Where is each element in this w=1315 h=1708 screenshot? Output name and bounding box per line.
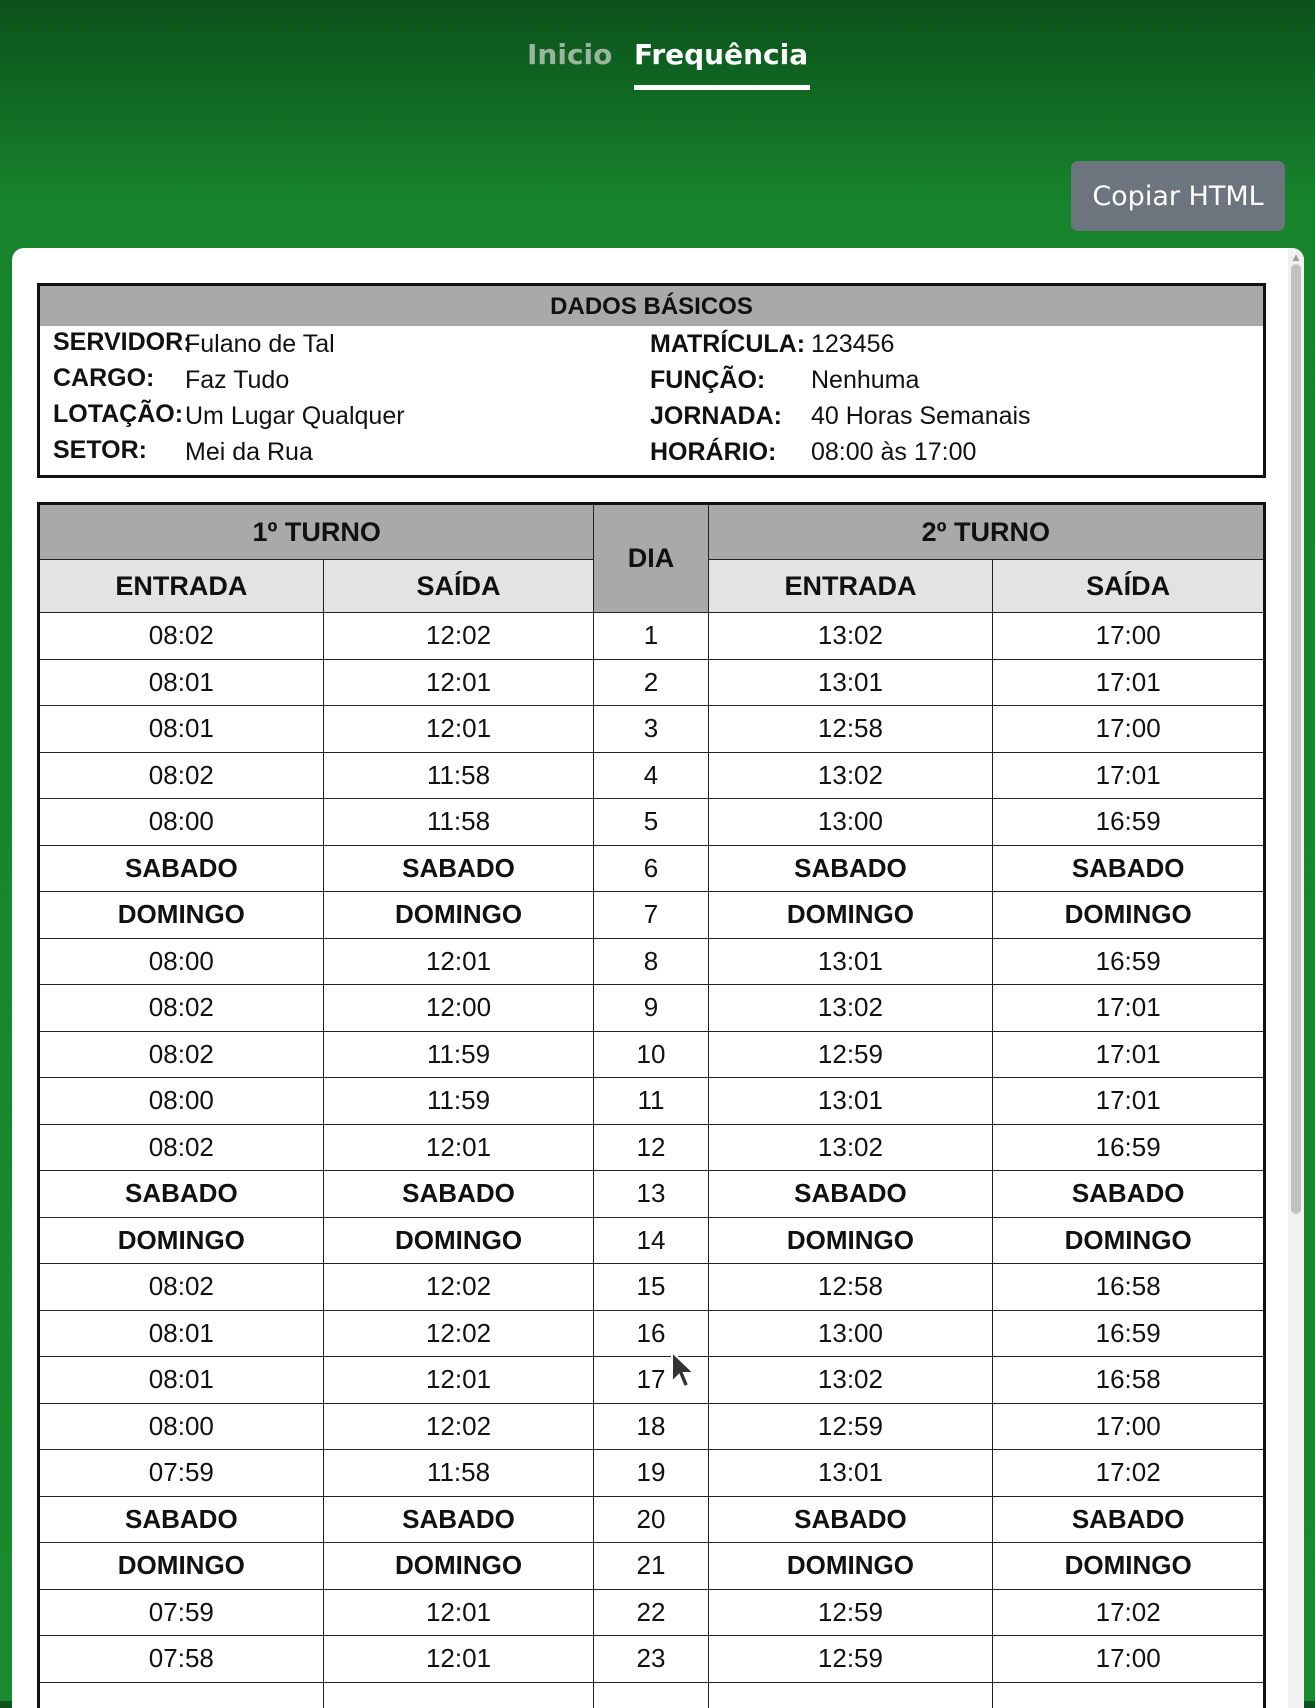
- turno2-entrada-cell: 13:02: [708, 1357, 993, 1404]
- dia-cell: 19: [594, 1450, 708, 1497]
- turno1-saida-cell: 11:58: [323, 752, 594, 799]
- turno1-saida-cell: 12:02: [323, 1264, 594, 1311]
- turno2-saida-cell: 16:59: [993, 799, 1265, 846]
- turno2-entrada-cell: 13:02: [708, 752, 993, 799]
- dia-cell: 8: [594, 938, 708, 985]
- turno1-entrada-cell: 08:01: [39, 1357, 324, 1404]
- setor-label: SETOR:: [53, 436, 147, 465]
- turno2-saida-cell: SABADO: [993, 845, 1265, 892]
- turno2-saida-cell: 16:58: [993, 1264, 1265, 1311]
- dia-cell: 1: [594, 613, 708, 660]
- table-row: [39, 1403, 1265, 1450]
- turno1-entrada-cell: 08:02: [39, 613, 324, 660]
- turno1-saida-cell: 12:01: [323, 938, 594, 985]
- turno2-saida-cell: 16:58: [993, 1357, 1265, 1404]
- turno1-entrada-cell: 08:02: [39, 752, 324, 799]
- turno2-saida-cell: [993, 1682, 1265, 1708]
- turno2-saida-cell: SABADO: [993, 1171, 1265, 1218]
- horario-value: 08:00 às 17:00: [811, 438, 976, 467]
- turno2-saida-cell: 17:00: [993, 1403, 1265, 1450]
- dia-cell: 6: [594, 845, 708, 892]
- dia-cell: 12: [594, 1124, 708, 1171]
- turno2-saida-cell: 16:59: [993, 1124, 1265, 1171]
- dia-cell: 22: [594, 1589, 708, 1636]
- table-row: [39, 752, 1265, 799]
- schedule-table: [37, 502, 1266, 1708]
- turno2-saida-cell: 17:01: [993, 1031, 1265, 1078]
- turno2-saida-cell: 16:59: [993, 938, 1265, 985]
- dia-cell: 11: [594, 1078, 708, 1125]
- turno1-entrada-cell: 08:02: [39, 985, 324, 1032]
- turno1-saida-cell: SABADO: [323, 1171, 594, 1218]
- turno1-saida-cell: 12:01: [323, 1636, 594, 1683]
- table-row: [39, 1496, 1265, 1543]
- basic-data-grid: [40, 326, 1263, 475]
- dia-cell: 9: [594, 985, 708, 1032]
- turno1-saida-cell: DOMINGO: [323, 892, 594, 939]
- turno2-entrada-cell: 13:00: [708, 799, 993, 846]
- turno2-saida-cell: DOMINGO: [993, 1217, 1265, 1264]
- dia-cell: 15: [594, 1264, 708, 1311]
- turno2-entrada-cell: 13:01: [708, 938, 993, 985]
- dia-header: DIA: [594, 504, 708, 613]
- turno2-saida-cell: 17:00: [993, 613, 1265, 660]
- turno2-entrada-cell: 13:01: [708, 659, 993, 706]
- lotacao-label: LOTAÇÃO:: [53, 400, 183, 429]
- servidor-label: SERVIDOR:: [53, 328, 191, 357]
- turno2-entrada-cell: SABADO: [708, 845, 993, 892]
- turno1-saida-cell: DOMINGO: [323, 1217, 594, 1264]
- turno2-saida-cell: 17:00: [993, 706, 1265, 753]
- jornada-label: JORNADA:: [650, 402, 782, 431]
- turno2-saida-cell: 17:02: [993, 1450, 1265, 1497]
- dia-cell: 14: [594, 1217, 708, 1264]
- copy-html-button[interactable]: Copiar HTML: [1071, 161, 1285, 231]
- turno1-entrada-cell: 08:00: [39, 1403, 324, 1450]
- dia-cell: 23: [594, 1636, 708, 1683]
- turno1-entrada-cell: 08:01: [39, 659, 324, 706]
- turno1-saida-cell: SABADO: [323, 845, 594, 892]
- turno1-saida-cell: 11:58: [323, 1450, 594, 1497]
- dia-cell: 20: [594, 1496, 708, 1543]
- turno2-saida-header: SAÍDA: [993, 560, 1265, 613]
- turno1-saida-cell: DOMINGO: [323, 1543, 594, 1590]
- turno2-header: 2º TURNO: [708, 504, 1264, 560]
- turno1-entrada-cell: 07:59: [39, 1450, 324, 1497]
- turno2-entrada-cell: 13:02: [708, 613, 993, 660]
- table-row: [39, 1682, 1265, 1708]
- turno2-entrada-cell: 13:02: [708, 985, 993, 1032]
- turno1-entrada-cell: SABADO: [39, 1496, 324, 1543]
- turno1-saida-cell: 11:59: [323, 1031, 594, 1078]
- turno2-entrada-cell: 12:58: [708, 706, 993, 753]
- funcao-label: FUNÇÃO:: [650, 366, 765, 395]
- table-row: [39, 1171, 1265, 1218]
- turno2-saida-cell: 17:00: [993, 1636, 1265, 1683]
- basic-data-box: [37, 283, 1266, 478]
- matricula-value: 123456: [811, 330, 894, 359]
- turno2-entrada-cell: 13:01: [708, 1078, 993, 1125]
- table-row: [39, 1636, 1265, 1683]
- table-row: [39, 1589, 1265, 1636]
- dia-cell: 4: [594, 752, 708, 799]
- turno1-header: 1º TURNO: [39, 504, 594, 560]
- turno2-saida-cell: 17:02: [993, 1589, 1265, 1636]
- turno2-entrada-cell: DOMINGO: [708, 1217, 993, 1264]
- turno2-saida-cell: DOMINGO: [993, 1543, 1265, 1590]
- turno2-entrada-cell: SABADO: [708, 1171, 993, 1218]
- turno1-entrada-cell: 08:00: [39, 799, 324, 846]
- turno1-saida-header: SAÍDA: [323, 560, 594, 613]
- table-row: [39, 1543, 1265, 1590]
- turno1-entrada-cell: SABADO: [39, 1171, 324, 1218]
- turno1-entrada-cell: DOMINGO: [39, 1217, 324, 1264]
- turno1-saida-cell: SABADO: [323, 1496, 594, 1543]
- turno1-entrada-cell: SABADO: [39, 845, 324, 892]
- dia-cell: 2: [594, 659, 708, 706]
- document-frame[interactable]: [12, 248, 1304, 1708]
- turno2-entrada-cell: 12:59: [708, 1636, 993, 1683]
- turno1-entrada-cell: 08:01: [39, 706, 324, 753]
- dia-cell: 13: [594, 1171, 708, 1218]
- tab-inicio[interactable]: Inicio: [527, 34, 612, 90]
- table-row: [39, 799, 1265, 846]
- table-row: [39, 938, 1265, 985]
- table-row: [39, 845, 1265, 892]
- servidor-value: Fulano de Tal: [185, 330, 335, 359]
- dia-cell: 17: [594, 1357, 708, 1404]
- turno2-saida-cell: 17:01: [993, 752, 1265, 799]
- basic-data-title: DADOS BÁSICOS: [40, 286, 1263, 326]
- matricula-label: MATRÍCULA:: [650, 330, 805, 359]
- turno1-saida-cell: 12:01: [323, 659, 594, 706]
- dia-cell: 7: [594, 892, 708, 939]
- turno2-entrada-cell: 13:02: [708, 1124, 993, 1171]
- dia-cell: 3: [594, 706, 708, 753]
- dia-cell: 18: [594, 1403, 708, 1450]
- table-row: [39, 1217, 1265, 1264]
- turno1-saida-cell: 12:02: [323, 1403, 594, 1450]
- turno1-saida-cell: 11:58: [323, 799, 594, 846]
- table-row: [39, 1357, 1265, 1404]
- scrollbar-thumb[interactable]: [1291, 264, 1301, 1214]
- top-nav: [0, 34, 1315, 94]
- turno2-entrada-cell: 13:00: [708, 1310, 993, 1357]
- turno2-saida-cell: 17:01: [993, 659, 1265, 706]
- turno1-entrada-header: ENTRADA: [39, 560, 324, 613]
- turno1-saida-cell: 12:02: [323, 1310, 594, 1357]
- turno2-entrada-header: ENTRADA: [708, 560, 993, 613]
- turno2-saida-cell: SABADO: [993, 1496, 1265, 1543]
- schedule-body: [39, 613, 1265, 1708]
- funcao-value: Nenhuma: [811, 366, 919, 395]
- cargo-value: Faz Tudo: [185, 366, 289, 395]
- tab-frequencia[interactable]: Frequência: [634, 34, 810, 90]
- turno1-entrada-cell: 08:02: [39, 1264, 324, 1311]
- turno2-saida-cell: 16:59: [993, 1310, 1265, 1357]
- turno1-saida-cell: [323, 1682, 594, 1708]
- dia-cell: 10: [594, 1031, 708, 1078]
- turno1-entrada-cell: 07:59: [39, 1589, 324, 1636]
- dia-cell: [594, 1682, 708, 1708]
- turno1-entrada-cell: DOMINGO: [39, 1543, 324, 1590]
- table-row: [39, 1450, 1265, 1497]
- dia-cell: 21: [594, 1543, 708, 1590]
- table-row: [39, 659, 1265, 706]
- table-row: [39, 1310, 1265, 1357]
- table-row: [39, 1031, 1265, 1078]
- jornada-value: 40 Horas Semanais: [811, 402, 1031, 431]
- turno1-entrada-cell: 08:00: [39, 938, 324, 985]
- turno2-entrada-cell: 12:59: [708, 1403, 993, 1450]
- cargo-label: CARGO:: [53, 364, 154, 393]
- turno1-entrada-cell: 07:58: [39, 1636, 324, 1683]
- turno1-entrada-cell: 08:00: [39, 1078, 324, 1125]
- turno1-saida-cell: 11:59: [323, 1078, 594, 1125]
- turno2-saida-cell: DOMINGO: [993, 892, 1265, 939]
- turno2-entrada-cell: 13:01: [708, 1450, 993, 1497]
- horario-label: HORÁRIO:: [650, 438, 776, 467]
- lotacao-value: Um Lugar Qualquer: [185, 402, 405, 431]
- turno2-saida-cell: 17:01: [993, 985, 1265, 1032]
- table-row: [39, 1078, 1265, 1125]
- turno1-saida-cell: 12:01: [323, 706, 594, 753]
- table-row: [39, 892, 1265, 939]
- turno1-saida-cell: 12:01: [323, 1124, 594, 1171]
- table-row: [39, 985, 1265, 1032]
- table-row: [39, 1124, 1265, 1171]
- table-row: [39, 613, 1265, 660]
- turno2-entrada-cell: DOMINGO: [708, 1543, 993, 1590]
- frequency-document: [37, 283, 1274, 1708]
- turno1-saida-cell: 12:00: [323, 985, 594, 1032]
- mouse-pointer-icon: [670, 1350, 698, 1392]
- turno2-entrada-cell: SABADO: [708, 1496, 993, 1543]
- dia-cell: 5: [594, 799, 708, 846]
- turno1-saida-cell: 12:01: [323, 1357, 594, 1404]
- turno2-entrada-cell: DOMINGO: [708, 892, 993, 939]
- turno2-entrada-cell: 12:59: [708, 1031, 993, 1078]
- turno1-entrada-cell: 08:01: [39, 1310, 324, 1357]
- turno1-entrada-cell: 08:02: [39, 1124, 324, 1171]
- turno1-entrada-cell: 08:02: [39, 1031, 324, 1078]
- turno2-entrada-cell: 12:59: [708, 1589, 993, 1636]
- turno2-saida-cell: 17:01: [993, 1078, 1265, 1125]
- table-row: [39, 706, 1265, 753]
- vertical-scrollbar[interactable]: [1288, 248, 1304, 1708]
- turno1-entrada-cell: DOMINGO: [39, 892, 324, 939]
- table-row: [39, 1264, 1265, 1311]
- scroll-up-arrow-icon[interactable]: ▲: [1288, 252, 1304, 264]
- turno1-saida-cell: 12:02: [323, 613, 594, 660]
- turno2-entrada-cell: [708, 1682, 993, 1708]
- turno1-entrada-cell: [39, 1682, 324, 1708]
- turno2-entrada-cell: 12:58: [708, 1264, 993, 1311]
- setor-value: Mei da Rua: [185, 438, 313, 467]
- dia-cell: 16: [594, 1310, 708, 1357]
- turno1-saida-cell: 12:01: [323, 1589, 594, 1636]
